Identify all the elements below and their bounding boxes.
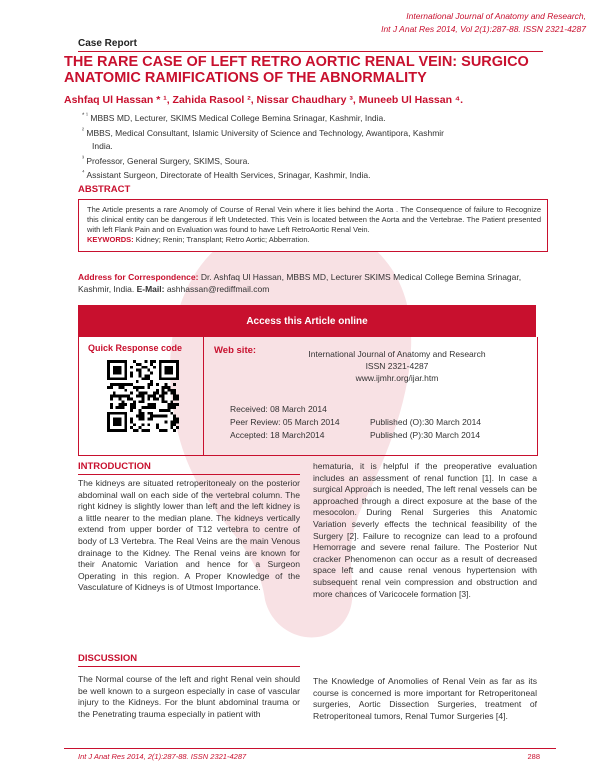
article-type: Case Report	[78, 38, 137, 49]
email-label: E-Mail:	[134, 284, 165, 294]
footer-divider	[64, 748, 556, 749]
affiliation-marker: ²	[82, 128, 84, 134]
body-paragraph: hematuria, it is helpful if the preoperative evaluation includes an assessment of renal function [1]. In case a surgical Approach is needed, The left renal vessels can be approached through a direct exposure at the base of the mesocolon. During Renal Surgeries this Anatomic Variation severly effects the technical feasibility of the Surgery [2]. Failure to recognize can lead to a profound Hemorrage and severe renal failure. The Posterior Nut cracker Phenomenon can occur as a result of decreased space left and cause renal venous hypertension with subsequent renal vein compression and obstruction and more chances of Varicocele formation [3].	[313, 461, 537, 599]
affiliation-text: India.	[92, 140, 113, 151]
website-url[interactable]: www.ijmhr.org/ijar.htm	[355, 373, 439, 383]
introduction-heading: INTRODUCTION	[78, 461, 151, 472]
affiliation-text: MBBS, Medical Consultant, Islamic University of Science and Technology, Awantipora, Kashmir	[86, 127, 445, 138]
website-label: Web site:	[214, 345, 257, 356]
correspondence-text: Dr. Ashfaq Ul Hassan, MBBS MD, Lecturer SKIMS Medical College Bemina Srinagar, Kashmir, India.	[78, 272, 522, 294]
section-divider	[78, 666, 300, 667]
accepted-date: Accepted: 18 March2014	[230, 430, 325, 440]
section-divider	[78, 474, 300, 475]
abstract-box	[78, 199, 548, 252]
discussion-heading: DISCUSSION	[78, 653, 138, 664]
website-journal-name: International Journal of Anatomy and Research	[308, 349, 486, 359]
correspondence	[78, 271, 538, 295]
email-link[interactable]: ashhassan@rediffmail.com	[164, 284, 270, 294]
website-info	[272, 348, 522, 384]
peer-review-date: Peer Review: 05 March 2014	[230, 417, 340, 427]
article-dates	[230, 403, 481, 442]
qr-code-icon[interactable]	[107, 360, 179, 432]
body-paragraph: The Knowledge of Anomolies of Renal Vein as far as its course is concerned is more important for Retroperitoneal surgeries, Aortic Dissection Surgeries, treatment of Retroperitoneal tumors, Renal Tumor Surgeries [4].	[313, 676, 537, 721]
keywords-line	[87, 235, 541, 245]
website-issn: ISSN 2321-4287	[365, 361, 429, 371]
keywords-label: KEYWORDS:	[87, 235, 134, 244]
article-title: THE RARE CASE OF LEFT RETRO AORTIC RENAL VEIN: SURGICO ANATOMIC RAMIFICATIONS OF THE ABNORMALITY	[64, 54, 529, 86]
abstract-heading: ABSTRACT	[78, 184, 131, 195]
journal-header	[381, 10, 586, 36]
affiliation-text: MBBS MD, Lecturer, SKIMS Medical College Bemina Srinagar, Kashmir, India.	[90, 112, 386, 123]
access-column-divider	[203, 337, 204, 456]
affiliation-text: Professor, General Surgery, SKIMS, Soura.	[86, 155, 250, 166]
footer-citation: Int J Anat Res 2014, 2(1):287-88. ISSN 2321-4287	[78, 752, 247, 761]
discussion-text: The Normal course of the left and right Renal vein should be well known to a surgeon especially in case of vascular injury to the Kidneys. For the blunt abdominal trauma or the Penetrating trauma especially in patient with	[78, 674, 300, 719]
published-online-date: Published (O):30 March 2014	[370, 417, 482, 427]
journal-name: International Journal of Anatomy and Research,	[406, 11, 586, 21]
access-online-bar: Access this Article online	[78, 305, 536, 337]
affiliation-marker: ⁴	[82, 170, 85, 176]
affiliation	[82, 168, 370, 181]
published-print-date: Published (P):30 March 2014	[370, 430, 481, 440]
keywords-text: Kidney; Renin; Transplant; Retro Aortic; Abberration.	[133, 235, 310, 244]
affiliation-marker: ³	[82, 156, 84, 162]
abstract-text: The Article presents a rare Anomoly of Course of Renal Vein where it lies behind the Aorta . The Consequence of failure to Recognize this clinical entity can be dangerous if left Undetected. This Vein is located between the Aorta and the Vertebrae. The Patient presented with left Flank Pain and on Evaluation was found to have Left RetroAortic Renal Vein.	[87, 205, 541, 234]
journal-citation: Int J Anat Res 2014, Vol 2(1):287-88. ISSN 2321-4287	[381, 24, 586, 34]
affiliation	[82, 111, 386, 124]
qr-label: Quick Response code	[88, 343, 183, 353]
page-number: 288	[527, 752, 540, 761]
affiliation	[82, 154, 250, 167]
affiliation-marker: * ¹	[82, 113, 88, 119]
introduction-text: The kidneys are situated retroperitonealy on the posterior abdominal wall on each side of the vertebral column. The right kidney is slightly lower than left and the left kidney is a little nearer to the median plane. The kidneys vertically extend from upper border of T12 vertebra to centre of body of L3 Vertebra. The Real Veins are the main Venous drainage to the Kidney. The Renal veins are known for their Anatomic Variation and hence for a Surgeon Operating in this region. A Proper Knowledge of the Vasculature of Kidneys is of Utmost Importance.	[78, 478, 300, 593]
affiliation-text: Assistant Surgeon, Directorate of Health Services, Srinagar, Kashmir, India.	[86, 169, 371, 180]
correspondence-label: Address for Correspondence:	[78, 272, 199, 282]
header-divider	[78, 51, 543, 52]
affiliation	[82, 126, 444, 139]
affiliation	[92, 139, 113, 152]
author-list: Ashfaq Ul Hassan * ¹, Zahida Rasool ², Nissar Chaudhary ³, Muneeb Ul Hassan ⁴.	[64, 94, 464, 106]
received-date: Received: 08 March 2014	[230, 404, 327, 414]
